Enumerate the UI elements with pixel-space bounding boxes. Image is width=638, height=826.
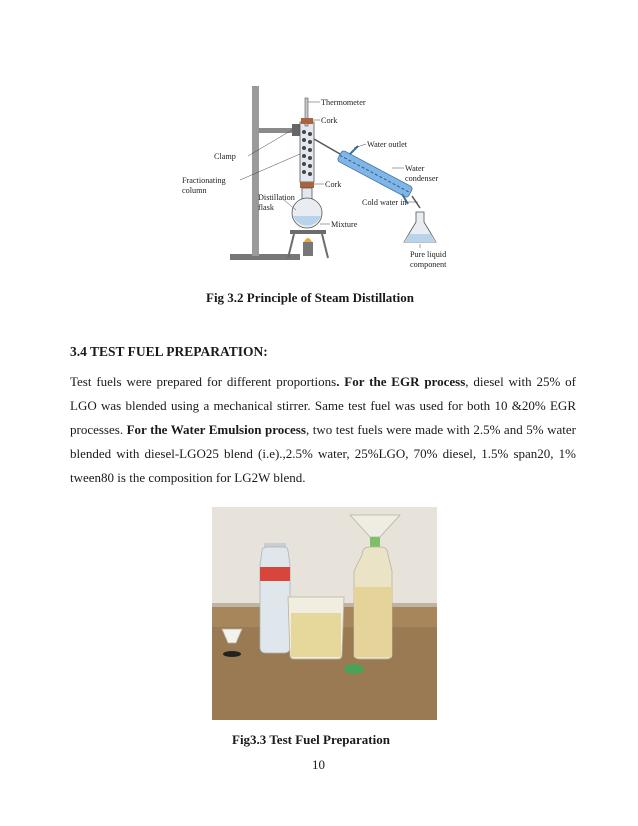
para-bold-egr: . For the EGR process bbox=[336, 374, 466, 389]
tripod-leg-right bbox=[322, 234, 328, 258]
label-flask: flask bbox=[258, 203, 274, 212]
fractionating-column bbox=[300, 122, 314, 182]
section-heading: 3.4 TEST FUEL PREPARATION: bbox=[70, 344, 268, 359]
fuel-bottle-contents bbox=[354, 587, 392, 657]
figure-caption-3-3: Fig3.3 Test Fuel Preparation bbox=[232, 732, 390, 747]
label-fractionating: Fractionating bbox=[182, 176, 226, 185]
label-thermometer: Thermometer bbox=[321, 98, 366, 107]
beaker-fuel bbox=[291, 613, 341, 657]
funnel-bottle-neck bbox=[370, 537, 380, 547]
body-paragraph bbox=[70, 370, 576, 490]
label-column: column bbox=[182, 186, 207, 195]
label-water: Water bbox=[405, 164, 425, 173]
para-text-1: Test fuels were prepared for different proportions bbox=[70, 374, 337, 389]
label-water-outlet: Water outlet bbox=[367, 140, 408, 149]
mid-cork bbox=[300, 182, 314, 188]
burner bbox=[303, 242, 313, 256]
test-fuel-photo bbox=[212, 507, 437, 720]
page-number: 10 bbox=[312, 757, 325, 772]
para-bold-emulsion: For the Water Emulsion process bbox=[126, 422, 306, 437]
water-bottle bbox=[260, 547, 290, 653]
water-bottle-label bbox=[260, 567, 290, 581]
green-cap bbox=[344, 664, 364, 674]
pure-liquid bbox=[404, 234, 436, 242]
figure-caption-3-2: Fig 3.2 Principle of Steam Distillation bbox=[206, 290, 414, 305]
label-distillation: Distillation bbox=[258, 193, 295, 202]
para-text-2: , diesel with 25% of LGO was blended using a mechanical stirrer. Same test fuel was used for both 10 &20% EGR processes. bbox=[70, 374, 577, 437]
top-cork bbox=[301, 118, 313, 124]
label-cold-water-in: Cold water in bbox=[362, 198, 407, 207]
para-text-3: , two test fuels were made with 2.5% and 5% water blended with diesel-LGO25 blend (i.e).,2.5% water, 25%LGO, 70% diesel, 1.5% span20, 1% tween80 is the composition for LG2W blend. bbox=[70, 422, 576, 485]
burner-flame bbox=[304, 238, 312, 242]
side-arm bbox=[314, 139, 340, 154]
water-bottle-cap bbox=[264, 543, 286, 547]
label-component: component bbox=[410, 260, 447, 269]
label-clamp: Clamp bbox=[214, 152, 236, 161]
stand-rod bbox=[252, 86, 259, 256]
condenser bbox=[337, 150, 413, 198]
distillation-diagram bbox=[180, 84, 465, 270]
tripod-top bbox=[290, 230, 326, 234]
test-fuel-photo-svg bbox=[212, 507, 437, 720]
label-condenser: condenser bbox=[405, 174, 439, 183]
wall bbox=[212, 507, 437, 607]
distillation-diagram-svg bbox=[180, 84, 465, 270]
label-pure-liquid: Pure liquid bbox=[410, 250, 447, 259]
label-mixture: Mixture bbox=[331, 220, 358, 229]
label-cork-mid: Cork bbox=[325, 180, 342, 189]
black-cap bbox=[223, 651, 241, 657]
label-cork-top: Cork bbox=[321, 116, 338, 125]
